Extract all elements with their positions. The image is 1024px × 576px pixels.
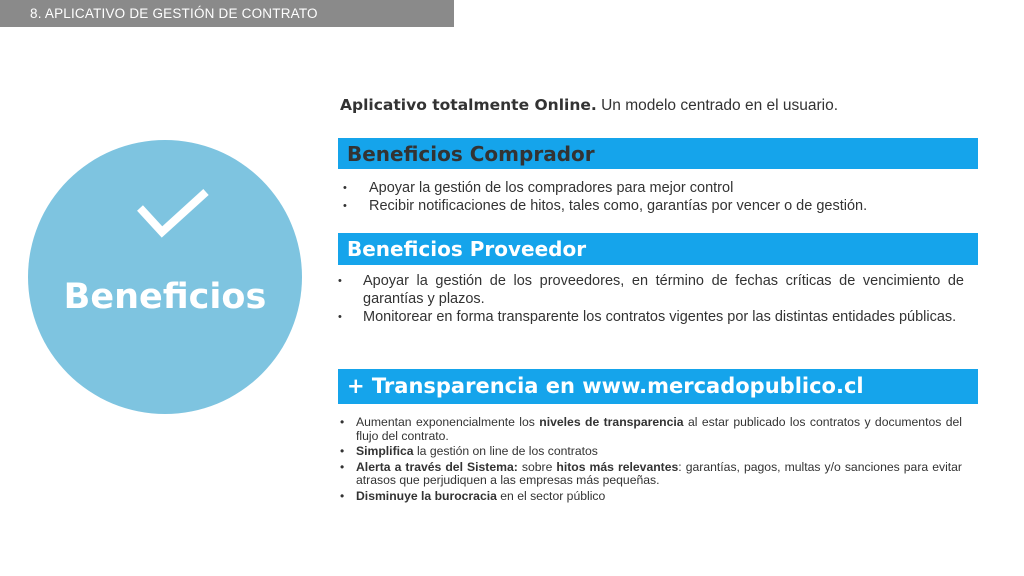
list-item: • Recibir notificaciones de hitos, tales como, garantías por vencer o de gestión. <box>343 198 868 214</box>
proveedor-list <box>338 272 964 326</box>
list-item: • Apoyar la gestión de los compradores para mejor control <box>343 180 734 196</box>
intro-rest: Un modelo centrado en el usuario. <box>596 97 839 114</box>
intro-line <box>340 96 838 115</box>
proveedor-heading: Beneficios Proveedor <box>338 233 978 265</box>
list-item: • Alerta a través del Sistema: sobre hitos más relevantes: garantías, pagos, multas y/o sanciones para evitar atrasos que perjudiquen a las empresas más pequeñas. <box>340 459 962 487</box>
list-item: • Monitorear en forma transparente los contratos vigentes por las distintas entidades públicas. <box>338 309 957 325</box>
transparencia-list <box>340 415 962 505</box>
transparencia-heading: + Transparencia en www.mercadopublico.cl <box>338 369 978 404</box>
intro-bold: Aplicativo totalmente Online. <box>340 96 597 114</box>
section-title: 8. APLICATIVO DE GESTIÓN DE CONTRATO <box>30 6 318 21</box>
list-item: • Apoyar la gestión de los proveedores, en término de fechas críticas de vencimiento de garantías y plazos. <box>338 273 964 307</box>
comprador-list <box>343 179 969 215</box>
comprador-heading: Beneficios Comprador <box>338 138 978 169</box>
list-item: • Aumentan exponencialmente los niveles de transparencia al estar publicado los contratos y documentos del flujo del contrato. <box>340 415 962 443</box>
check-icon <box>132 186 212 242</box>
section-header-tab <box>0 0 454 27</box>
list-item: • Disminuye la burocracia en el sector público <box>340 488 606 503</box>
list-item: • Simplifica la gestión on line de los contratos <box>340 444 598 458</box>
benefits-badge-title: Beneficios <box>63 277 267 317</box>
